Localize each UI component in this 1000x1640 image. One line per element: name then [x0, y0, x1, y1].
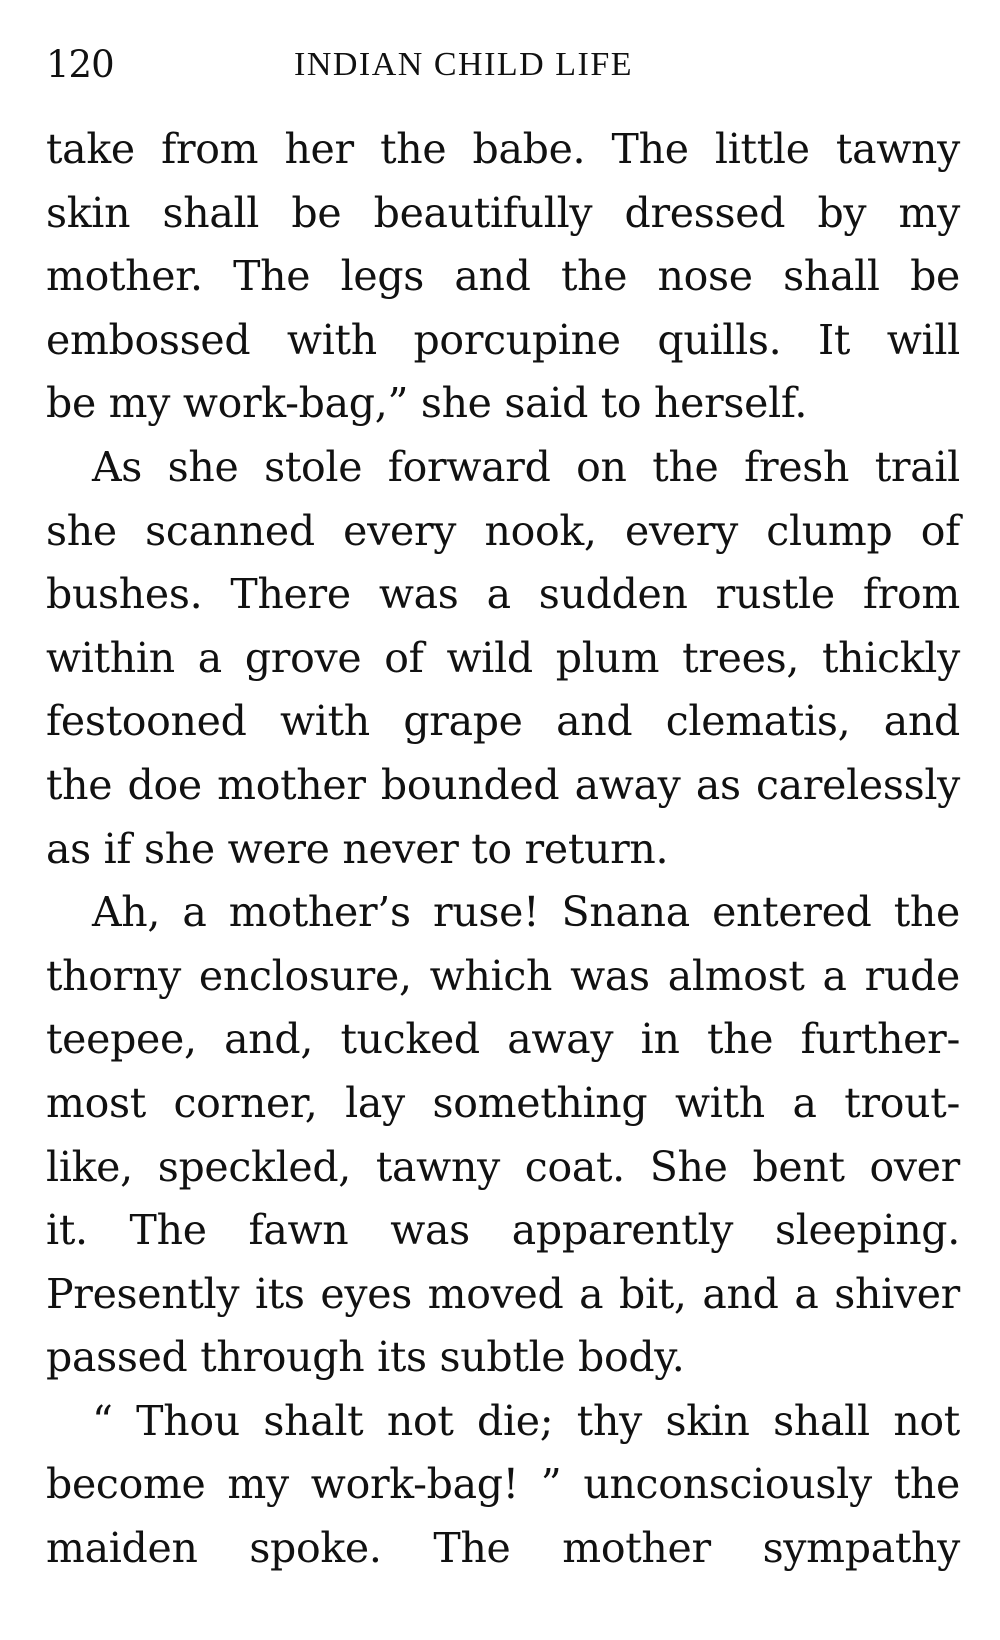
text-line: most corner, lay something with a trout- — [46, 1078, 960, 1127]
text-line: thorny enclosure, which was almost a rude — [46, 951, 960, 1000]
page-number: 120 — [46, 43, 114, 86]
text-line: passed through its subtle body. — [46, 1333, 685, 1382]
text-line: embossed with porcupine quills. It will — [46, 315, 960, 364]
text-line: take from her the babe. The little tawny — [46, 125, 960, 173]
text-line: like, speckled, tawny coat. She bent over — [46, 1142, 960, 1191]
text-line: maiden spoke. The mother sympathy — [46, 1524, 960, 1573]
text-line: teepee, and, tucked away in the further- — [46, 1015, 960, 1064]
text-line: bushes. There was a sudden rustle from — [46, 570, 960, 619]
text-line: as if she were never to return. — [46, 824, 669, 873]
text-line: the doe mother bounded away as carelessly — [46, 760, 960, 809]
text-line: within a grove of wild plum trees, thickly — [46, 633, 960, 682]
text-line: As she stole forward on the fresh trail — [92, 442, 960, 491]
text-line: be my work-bag,” she said to herself. — [46, 379, 808, 428]
text-line: Presently its eyes moved a bit, and a shiver — [46, 1269, 960, 1318]
text-line: “ Thou shalt not die; thy skin shall not — [92, 1396, 960, 1445]
text-line: it. The fawn was apparently sleeping. — [46, 1206, 960, 1255]
text-line: festooned with grape and clematis, and — [46, 697, 960, 746]
text-line: skin shall be beautifully dressed by my — [46, 188, 960, 237]
text-line: Ah, a mother’s ruse! Snana entered the — [92, 888, 960, 937]
text-line: mother. The legs and the nose shall be — [46, 252, 960, 301]
text-line: she scanned every nook, every clump of — [46, 506, 960, 555]
running-header — [46, 40, 946, 90]
running-title: INDIAN CHILD LIFE — [294, 46, 634, 83]
text-line: become my work-bag! ” unconsciously the — [46, 1460, 960, 1509]
body-text — [46, 118, 960, 1581]
